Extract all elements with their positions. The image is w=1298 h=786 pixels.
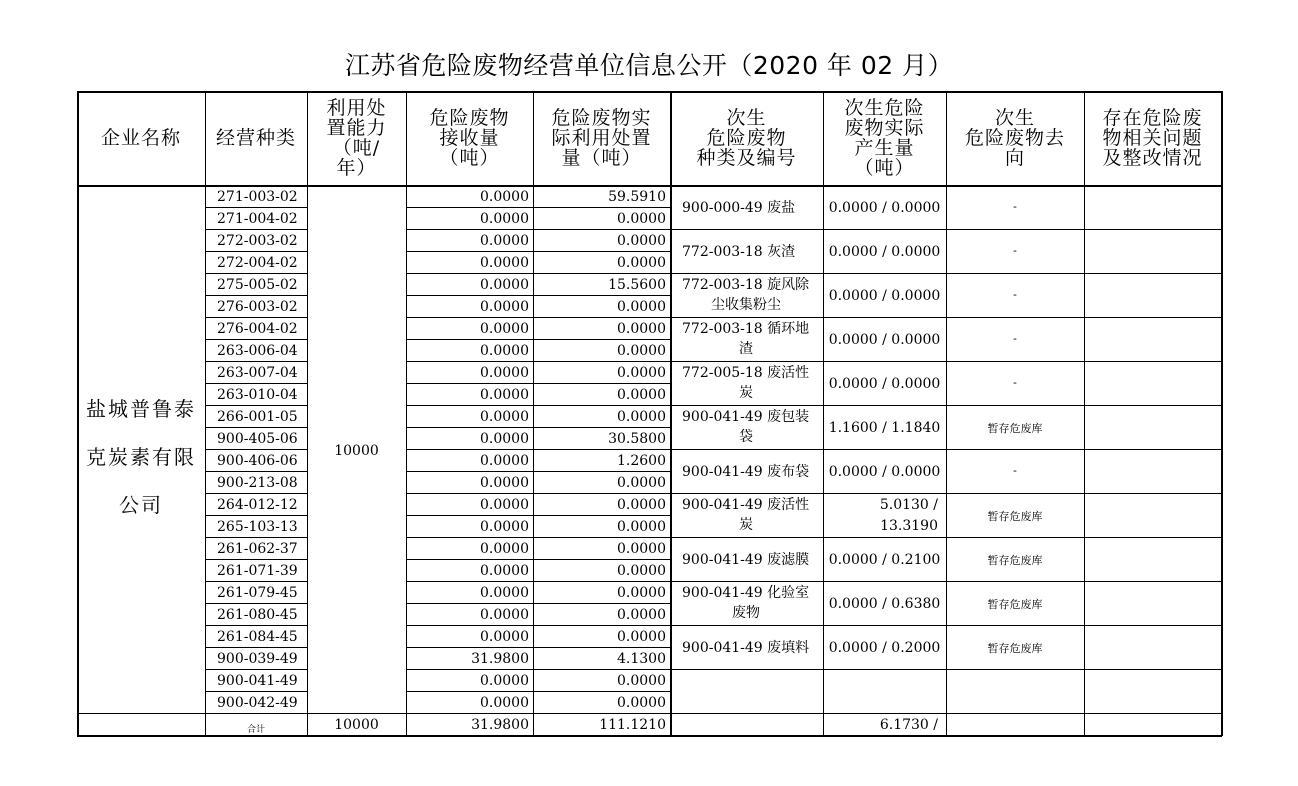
secondary-waste-type-cont: 废物: [732, 605, 760, 621]
grid-line: [406, 581, 671, 582]
secondary-amount: 0.0000 / 0.0000: [828, 200, 941, 216]
grid-line: [205, 295, 308, 296]
grid-line: [670, 317, 1222, 318]
grid-line: [307, 713, 407, 714]
secondary-waste-type-cont: 炭: [739, 385, 753, 401]
waste-code: 272-003-02: [217, 233, 298, 249]
grid-line: [205, 625, 308, 626]
received-amount: 0.0000: [480, 585, 529, 601]
secondary-waste-type: 772-003-18 旋风除: [682, 277, 810, 293]
received-amount: 0.0000: [480, 541, 529, 557]
received-amount: 0.0000: [480, 211, 529, 227]
total-disposed: 111.1210: [599, 717, 666, 733]
grid-line: [406, 625, 671, 626]
disposed-amount: 0.0000: [617, 255, 666, 271]
company-name: 盐城普鲁泰 克炭素有限 公司: [86, 397, 196, 517]
grid-line: [670, 625, 1222, 626]
received-amount: 0.0000: [480, 387, 529, 403]
column-header: 危险废物实 际利用处置 量（吨）: [551, 107, 652, 169]
total-label: 合计: [246, 725, 265, 735]
secondary-destination: 暂存危废库: [987, 422, 1043, 435]
grid-line: [670, 449, 1222, 450]
waste-code: 900-039-49: [217, 651, 298, 667]
secondary-destination: -: [1013, 332, 1017, 345]
waste-code: 266-001-05: [217, 409, 298, 425]
disposed-amount: 0.0000: [617, 409, 666, 425]
received-amount: 0.0000: [480, 299, 529, 315]
disposed-amount: 0.0000: [617, 519, 666, 535]
grid-line: [406, 493, 671, 494]
grid-line: [406, 647, 671, 648]
received-amount: 0.0000: [480, 453, 529, 469]
grid-line: [205, 713, 308, 714]
received-amount: 0.0000: [480, 497, 529, 513]
grid-line: [670, 669, 1222, 670]
received-amount: 0.0000: [480, 519, 529, 535]
total-received: 31.9800: [471, 717, 529, 733]
waste-code: 900-041-49: [217, 673, 298, 689]
grid-line: [406, 405, 671, 406]
column-header: 经营种类: [215, 127, 296, 149]
disposed-amount: 1.2600: [617, 453, 666, 469]
grid-line: [406, 471, 671, 472]
grid-line: [77, 91, 1222, 93]
disposed-amount: 15.5600: [608, 277, 666, 293]
capacity-value: 10000: [334, 443, 379, 459]
secondary-waste-type: 900-041-49 废包装: [682, 409, 810, 425]
received-amount: 31.9800: [471, 651, 529, 667]
grid-line: [205, 427, 308, 428]
waste-code: 263-007-04: [217, 365, 298, 381]
secondary-amount: 0.0000 / 0.0000: [828, 244, 941, 260]
secondary-amount: 0.0000 / 0.0000: [828, 332, 941, 348]
column-header: 次生 危险废物去 向: [964, 107, 1065, 169]
grid-line: [406, 317, 671, 318]
grid-line: [406, 713, 671, 714]
disposed-amount: 0.0000: [617, 475, 666, 491]
secondary-waste-type: 772-005-18 废活性: [682, 365, 810, 381]
secondary-waste-type: 900-041-49 废滤膜: [682, 552, 810, 568]
grid-line: [205, 449, 308, 450]
received-amount: 0.0000: [480, 695, 529, 711]
disposed-amount: 0.0000: [617, 387, 666, 403]
column-header: 次生危险 废物实际 产生量 （吨）: [844, 97, 925, 179]
grid-line: [205, 339, 308, 340]
secondary-destination: 暂存危废库: [987, 598, 1043, 611]
grid-line: [205, 559, 308, 560]
grid-line: [406, 229, 671, 230]
disposed-amount: 0.0000: [617, 607, 666, 623]
secondary-destination: -: [1013, 464, 1017, 477]
grid-line: [406, 515, 671, 516]
received-amount: 0.0000: [480, 277, 529, 293]
secondary-destination: 暂存危废库: [987, 510, 1043, 523]
grid-line: [205, 515, 308, 516]
disposed-amount: 0.0000: [617, 211, 666, 227]
grid-line: [205, 317, 308, 318]
grid-line: [406, 449, 671, 450]
disposed-amount: 0.0000: [617, 321, 666, 337]
grid-line: [406, 603, 671, 604]
grid-line: [205, 91, 206, 736]
column-header: 企业名称: [100, 127, 181, 149]
grid-line: [1221, 91, 1223, 736]
received-amount: 0.0000: [480, 629, 529, 645]
received-amount: 0.0000: [480, 365, 529, 381]
grid-line: [205, 273, 308, 274]
grid-line: [205, 669, 308, 670]
secondary-waste-type: 900-041-49 化验室: [682, 585, 810, 601]
waste-code: 272-004-02: [217, 255, 298, 271]
grid-line: [406, 691, 671, 692]
secondary-amount: 0.0000 / 0.0000: [828, 376, 941, 392]
secondary-waste-type-cont: 袋: [739, 429, 753, 445]
received-amount: 0.0000: [480, 343, 529, 359]
grid-line: [205, 493, 308, 494]
grid-line: [205, 647, 308, 648]
disposed-amount: 0.0000: [617, 233, 666, 249]
waste-code: 276-004-02: [217, 321, 298, 337]
waste-code: 275-005-02: [217, 277, 298, 293]
disposed-amount: 59.5910: [608, 189, 666, 205]
waste-code: 271-003-02: [217, 189, 298, 205]
grid-line: [406, 383, 671, 384]
grid-line: [406, 295, 671, 296]
grid-line: [205, 603, 308, 604]
disposed-amount: 0.0000: [617, 695, 666, 711]
column-header: 利用处 置能力 （吨/ 年）: [326, 97, 387, 179]
grid-line: [77, 185, 1222, 187]
grid-line: [406, 537, 671, 538]
secondary-destination: -: [1013, 200, 1017, 213]
grid-line: [205, 405, 308, 406]
page-title: 江苏省危险废物经营单位信息公开（2020 年 02 月）: [344, 51, 954, 80]
grid-line: [205, 581, 308, 582]
secondary-amount: 0.0000 / 0.0000: [828, 288, 941, 304]
grid-line: [205, 207, 308, 208]
disposed-amount: 0.0000: [617, 365, 666, 381]
received-amount: 0.0000: [480, 673, 529, 689]
disposed-amount: 0.0000: [617, 629, 666, 645]
secondary-waste-type: 900-041-49 废活性: [682, 497, 810, 513]
secondary-amount: 1.1600 / 1.1840: [828, 420, 941, 436]
secondary-waste-type: 772-003-18 灰渣: [682, 244, 796, 260]
grid-line: [205, 691, 308, 692]
grid-line: [406, 361, 671, 362]
grid-line: [406, 427, 671, 428]
grid-line: [406, 559, 671, 560]
disposed-amount: 30.5800: [608, 431, 666, 447]
received-amount: 0.0000: [480, 255, 529, 271]
grid-line: [406, 339, 671, 340]
secondary-amount-cont: 13.3190: [880, 518, 938, 534]
secondary-amount: 0.0000 / 0.2000: [828, 640, 941, 656]
secondary-amount: 0.0000 / 0.2100: [828, 552, 941, 568]
disposed-amount: 0.0000: [617, 563, 666, 579]
grid-line: [205, 537, 308, 538]
waste-code: 900-405-06: [217, 431, 298, 447]
grid-line: [406, 273, 671, 274]
grid-line: [670, 581, 1222, 582]
received-amount: 0.0000: [480, 475, 529, 491]
grid-line: [670, 405, 1222, 406]
disposed-amount: 0.0000: [617, 299, 666, 315]
waste-code: 264-012-12: [217, 497, 298, 513]
grid-line: [670, 493, 1222, 494]
column-header: 危险废物 接收量 （吨）: [429, 107, 510, 169]
secondary-waste-type-cont: 炭: [739, 517, 753, 533]
waste-code: 261-071-39: [217, 563, 298, 579]
secondary-waste-type-cont: 渣: [739, 341, 753, 357]
grid-line: [670, 91, 672, 736]
grid-line: [205, 229, 308, 230]
grid-line: [1084, 91, 1085, 736]
secondary-amount: 5.0130 /: [879, 497, 938, 513]
grid-line: [307, 91, 308, 736]
grid-line: [77, 713, 206, 714]
secondary-waste-type: 900-041-49 废布袋: [682, 464, 810, 480]
secondary-destination: -: [1013, 376, 1017, 389]
grid-line: [205, 471, 308, 472]
column-header: 存在危险废 物相关问题 及整改情况: [1102, 107, 1203, 169]
column-header: 次生 危险废物 种类及编号: [696, 107, 797, 169]
secondary-amount: 0.0000 / 0.6380: [828, 596, 941, 612]
grid-line: [670, 229, 1222, 230]
received-amount: 0.0000: [480, 321, 529, 337]
disposed-amount: 0.0000: [617, 343, 666, 359]
disposed-amount: 0.0000: [617, 673, 666, 689]
secondary-destination: 暂存危废库: [987, 554, 1043, 567]
grid-line: [205, 251, 308, 252]
received-amount: 0.0000: [480, 431, 529, 447]
disposed-amount: 0.0000: [617, 585, 666, 601]
grid-line: [670, 361, 1222, 362]
disposed-amount: 0.0000: [617, 541, 666, 557]
waste-code: 263-006-04: [217, 343, 298, 359]
grid-line: [406, 251, 671, 252]
received-amount: 0.0000: [480, 189, 529, 205]
received-amount: 0.0000: [480, 607, 529, 623]
grid-line: [670, 537, 1222, 538]
waste-code: 276-003-02: [217, 299, 298, 315]
waste-code: 261-079-45: [217, 585, 298, 601]
waste-code: 263-010-04: [217, 387, 298, 403]
grid-line: [670, 273, 1222, 274]
waste-code: 271-004-02: [217, 211, 298, 227]
waste-code: 261-062-37: [217, 541, 298, 557]
secondary-destination: 暂存危废库: [987, 642, 1043, 655]
grid-line: [406, 207, 671, 208]
secondary-destination: -: [1013, 288, 1017, 301]
grid-line: [205, 383, 308, 384]
grid-line: [77, 735, 1222, 737]
grid-line: [670, 713, 1222, 714]
grid-line: [205, 361, 308, 362]
secondary-waste-type-cont: 尘收集粉尘: [711, 297, 781, 313]
waste-code: 261-084-45: [217, 629, 298, 645]
secondary-waste-type: 772-003-18 循环地: [682, 321, 810, 337]
grid-line: [406, 669, 671, 670]
waste-code: 900-042-49: [217, 695, 298, 711]
secondary-waste-type: 900-041-49 废填料: [682, 640, 810, 656]
waste-code: 265-103-13: [217, 519, 298, 535]
waste-code: 900-406-06: [217, 453, 298, 469]
received-amount: 0.0000: [480, 563, 529, 579]
waste-code: 900-213-08: [217, 475, 298, 491]
disposed-amount: 0.0000: [617, 497, 666, 513]
total-secondary-amount: 6.1730 /: [879, 717, 938, 733]
secondary-amount: 0.0000 / 0.0000: [828, 464, 941, 480]
secondary-waste-type: 900-000-49 废盐: [682, 200, 796, 216]
received-amount: 0.0000: [480, 233, 529, 249]
received-amount: 0.0000: [480, 409, 529, 425]
total-capacity: 10000: [334, 717, 379, 733]
waste-code: 261-080-45: [217, 607, 298, 623]
disposed-amount: 4.1300: [617, 651, 666, 667]
secondary-destination: -: [1013, 244, 1017, 257]
